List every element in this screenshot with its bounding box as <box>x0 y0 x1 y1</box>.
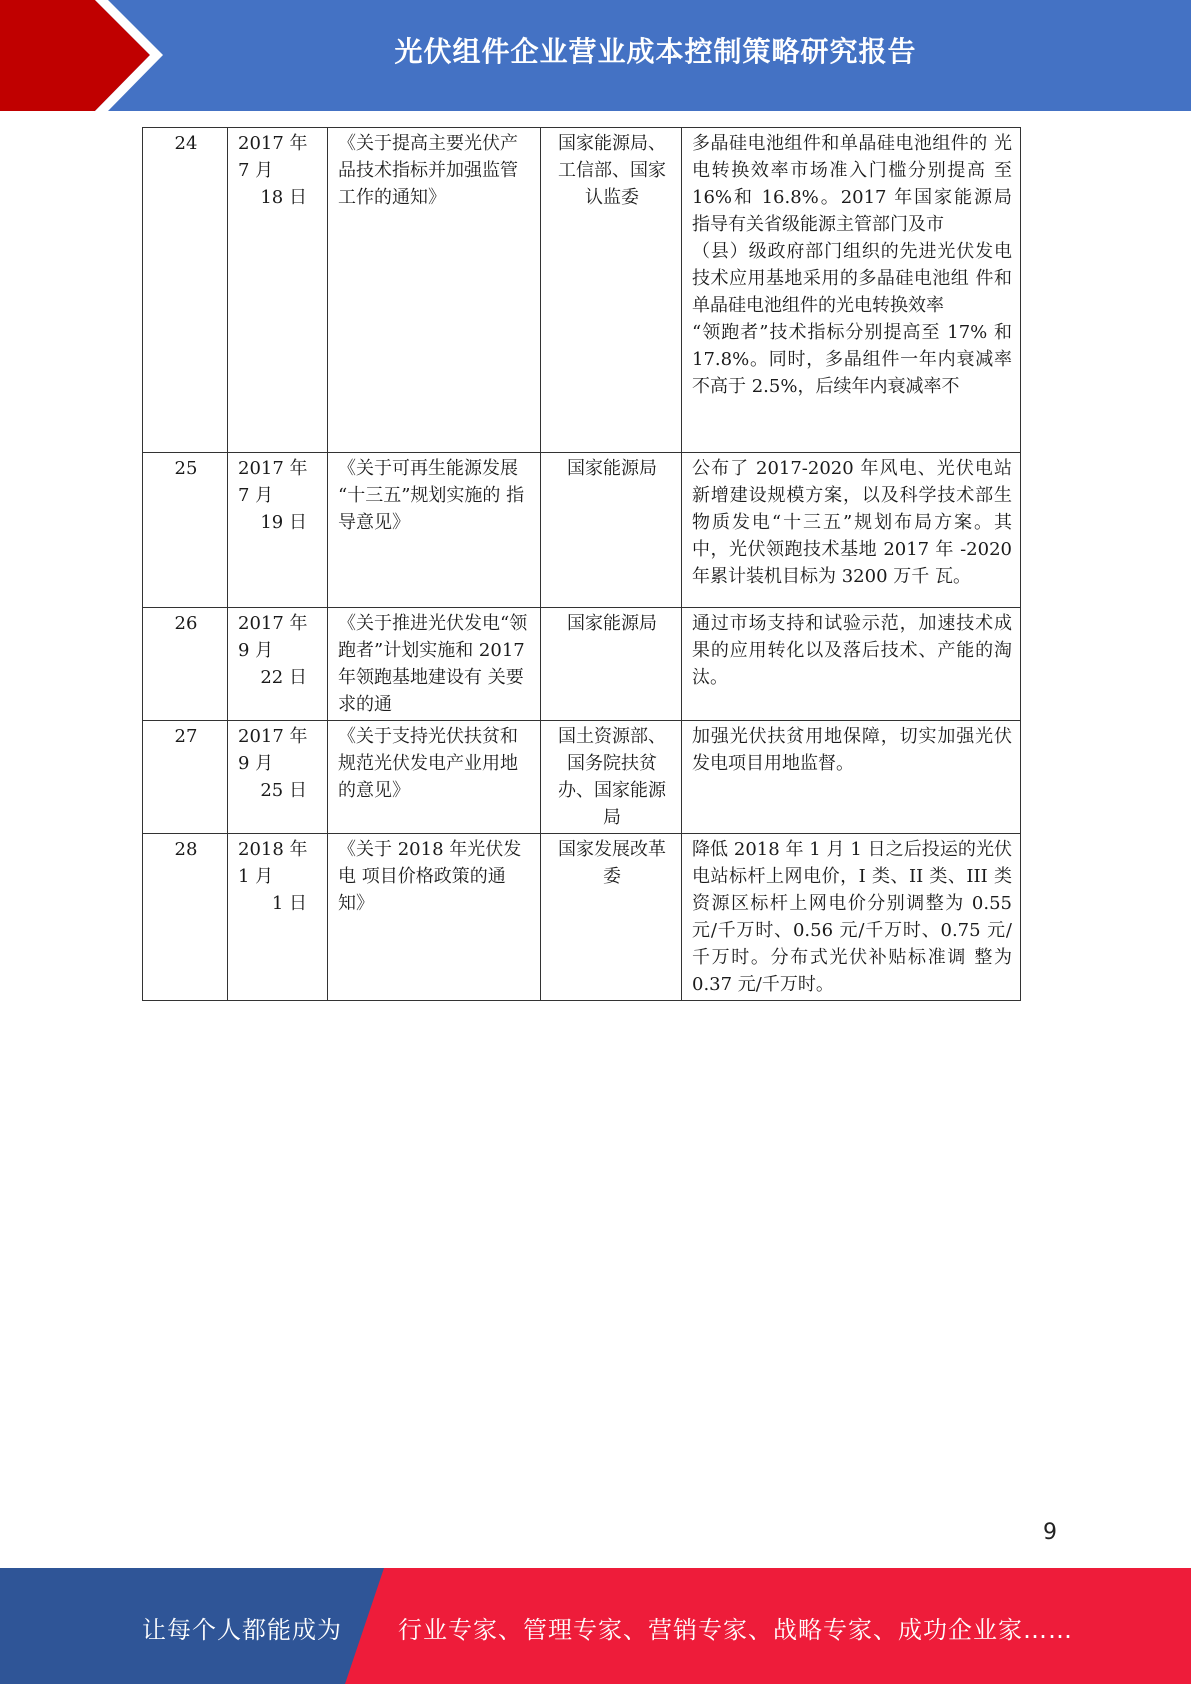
table-row <box>143 608 1021 721</box>
table-row <box>143 721 1021 834</box>
row-department: 国家能源局 <box>541 608 682 721</box>
row-policy-name: 《关于推进光伏发电“领跑者”计划实施和 2017 年领跑基地建设有 关要求的通 <box>328 608 541 721</box>
page-number: 9 <box>1043 1520 1057 1545</box>
row-number: 25 <box>143 453 228 608</box>
row-date: 2017 年 7 月 18 日 <box>228 128 328 453</box>
row-date: 2017 年 7 月 19 日 <box>228 453 328 608</box>
row-department: 国家能源局 <box>541 453 682 608</box>
policy-table <box>142 127 1021 1001</box>
row-content: 加强光伏扶贫用地保障，切实加强光伏发电项目用地监督。 <box>682 721 1021 834</box>
row-content: 公布了 2017-2020 年风电、光伏电站新增建设规模方案，以及科学技术部生物质发电“十三五”规划布局方案。其中，光伏领跑技术基地 2017 年 -2020 年累计装机目标为 3200 万千 瓦。 <box>682 453 1021 608</box>
row-date: 2018 年 1 月 1 日 <box>228 834 328 1001</box>
row-content: 多晶硅电池组件和单晶硅电池组件的 光电转换效率市场准入门槛分别提高 至 16%和 16.8%。2017 年国家能源局 指导有关省级能源主管部门及市 （县）级政府部门组织的先进光伏发电技术应用基地采用的多晶硅电池组 件和单晶硅电池组件的光电转换效率 “领跑者”技术指标分别提高至 17% 和 17.8%。同时，多晶组件一年内衰减率不高于 2.5%，后续年内衰减率不 <box>682 128 1021 453</box>
row-policy-name: 《关于 2018 年光伏发电 项目价格政策的通知》 <box>328 834 541 1001</box>
row-number: 26 <box>143 608 228 721</box>
row-date: 2017 年 9 月 22 日 <box>228 608 328 721</box>
footer-slogan-right: 行业专家、管理专家、营销专家、战略专家、成功企业家…… <box>398 1616 1073 1644</box>
report-title: 光伏组件企业营业成本控制策略研究报告 <box>394 35 917 68</box>
row-content: 通过市场支持和试验示范，加速技术成果的应用转化以及落后技术、产能的淘汰。 <box>682 608 1021 721</box>
page-footer <box>0 1568 1191 1684</box>
row-date: 2017 年 9 月 25 日 <box>228 721 328 834</box>
row-department: 国土资源部、国务院扶贫办、国家能源局 <box>541 721 682 834</box>
table-row <box>143 128 1021 453</box>
row-policy-name: 《关于提高主要光伏产 品技术指标并加强监管 工作的通知》 <box>328 128 541 453</box>
row-number: 28 <box>143 834 228 1001</box>
row-policy-name: 《关于可再生能源发展 “十三五”规划实施的 指导意见》 <box>328 453 541 608</box>
row-number: 27 <box>143 721 228 834</box>
table-row <box>143 834 1021 1001</box>
table-row <box>143 453 1021 608</box>
row-department: 国家能源局、工信部、国家认监委 <box>541 128 682 453</box>
row-policy-name: 《关于支持光伏扶贫和 规范光伏发电产业用地 的意见》 <box>328 721 541 834</box>
page-header <box>0 0 1191 111</box>
row-department: 国家发展改革委 <box>541 834 682 1001</box>
row-number: 24 <box>143 128 228 453</box>
footer-slogan-left: 让每个人都能成为 <box>142 1616 342 1644</box>
row-content: 降低 2018 年 1 月 1 日之后投运的光伏电站标杆上网电价，I 类、II 类、III 类资源区标杆上网电价分别调整为 0.55 元/千万时、0.56 元/千万时、0.75 元/千万时。分布式光伏补贴标准调 整为 0.37 元/千万时。 <box>682 834 1021 1001</box>
